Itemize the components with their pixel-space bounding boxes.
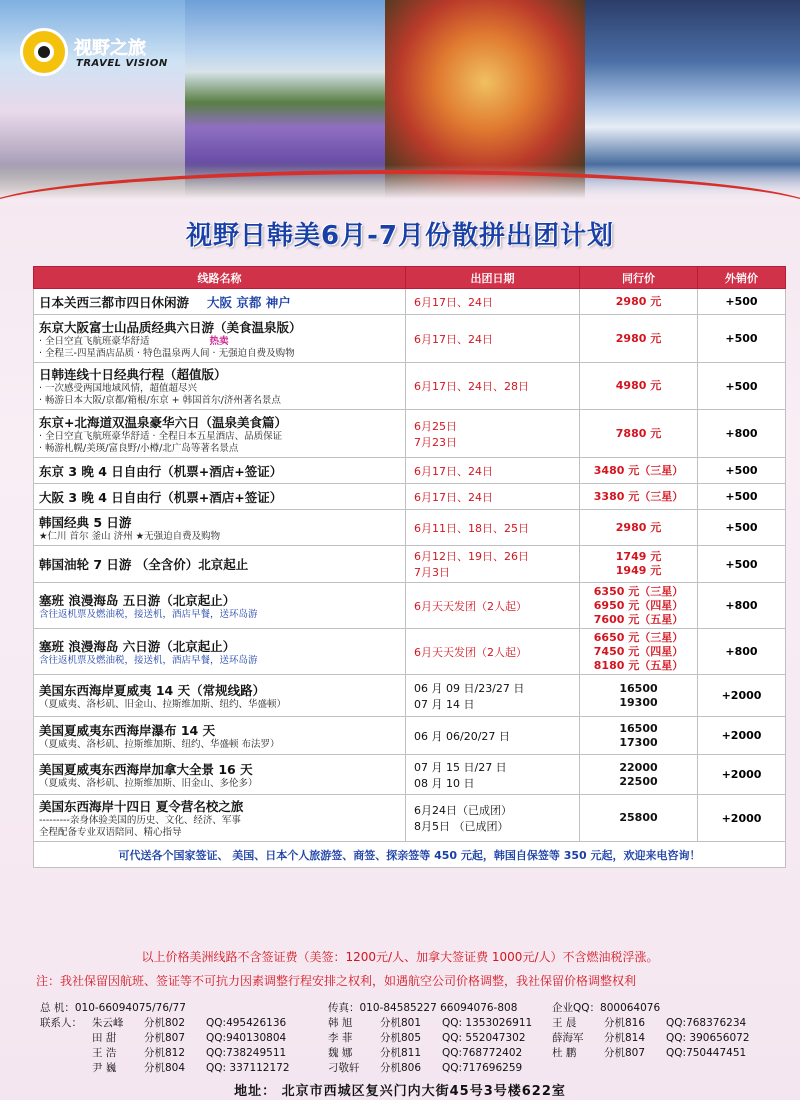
contact-name: 朱云峰 — [92, 1017, 124, 1029]
visa-note: 可代送各个国家签证、 美国、日本个人旅游签、商签、探亲签等 450 元起，韩国自保签等 350 元起，欢迎来电咨询！ — [34, 842, 786, 868]
price-text: 1949 元 — [615, 564, 662, 577]
price-text: 3380 元（三星） — [593, 489, 684, 503]
contact-name: 薛海军 — [552, 1032, 584, 1044]
date-text: 6月12日、19日、26日 — [414, 550, 529, 563]
price-note: 以上价格美洲线路不含签证费（美签：1200元/人、加拿大签证费 1000元/人）不含燃油税浮涨。 — [141, 950, 659, 964]
contact-name: 杜 鹏 — [552, 1047, 577, 1059]
table-row — [34, 717, 786, 755]
table-row — [34, 289, 786, 315]
header-peer-price: 同行价 — [580, 267, 698, 289]
price-text: 2980 元 — [615, 294, 662, 308]
table-row — [34, 675, 786, 717]
contact-ext: 分机806 — [380, 1062, 422, 1074]
date-text: 6月天天发团（2人起） — [414, 645, 527, 659]
address: 地址： 北京市西城区复兴门内大街45号3号楼622室 — [234, 1084, 566, 1099]
price-text: 7600 元（五星） — [593, 612, 684, 626]
price-text: 6950 元（四星） — [593, 598, 684, 612]
route-name: 韩国经典 5 日游 — [39, 514, 132, 530]
date-text: 6月17日、24日 — [414, 464, 493, 478]
date-cell — [406, 363, 580, 410]
retail-extra-cell: +500 — [698, 289, 786, 315]
route-detail: · 全日空直飞航班豪华舒适 · 全程日本五星酒店、品质保证 — [39, 430, 283, 442]
route-cell — [34, 363, 406, 410]
date-cell — [406, 289, 580, 315]
price-text: 6650 元（三星） — [593, 630, 684, 644]
route-detail: · 畅游日本大阪/京都/箱根/东京 + 韩国首尔/济州著名景点 — [39, 395, 281, 406]
routes-table — [33, 266, 786, 868]
price-text: 17300 — [619, 735, 658, 749]
contact-qq: QQ:750447451 — [666, 1047, 747, 1059]
route-cell — [34, 755, 406, 795]
table-row — [34, 546, 786, 583]
date-cell — [406, 755, 580, 795]
date-cell — [406, 795, 580, 842]
peer-price-cell — [580, 458, 698, 484]
price-text: 2980 元 — [615, 520, 662, 534]
contact-ext: 分机812 — [144, 1047, 186, 1059]
contact-name: 李 菲 — [328, 1032, 353, 1044]
contact-person — [328, 1045, 522, 1059]
date-cell — [406, 546, 580, 583]
price-text: 3480 元（三星） — [593, 463, 684, 477]
retail-extra-cell: +500 — [698, 458, 786, 484]
table-row — [34, 583, 786, 629]
table-header-row — [34, 267, 786, 289]
date-text: 8月5日 （已成团） — [414, 820, 509, 833]
contact-name: 田 甜 — [92, 1032, 117, 1044]
route-name: 美国东西海岸十四日 夏令营名校之旅 — [39, 799, 244, 814]
date-cell — [406, 675, 580, 717]
route-cell — [34, 458, 406, 484]
price-text: 7450 元（四星） — [593, 644, 684, 658]
price-text: 19300 — [619, 695, 658, 709]
route-detail: · 全日空直飞航班豪华舒适 热卖 — [39, 335, 229, 347]
price-text: 16500 — [619, 681, 658, 695]
company-qq: 800064076 — [600, 1002, 661, 1014]
header-date: 出团日期 — [406, 267, 580, 289]
route-detail: · 畅游札幌/美瑛/富良野/小樽/北广岛等著名景点 — [39, 442, 239, 454]
table-row — [34, 755, 786, 795]
route-detail: ★仁川 首尔 釜山 济州 ★无强迫自费及购物 — [39, 530, 221, 542]
logo-eye-icon — [20, 28, 68, 76]
price-text: 25800 — [619, 811, 658, 824]
retail-extra-cell: +800 — [698, 629, 786, 675]
retail-extra-cell: +500 — [698, 484, 786, 510]
table-row — [34, 510, 786, 546]
date-text: 7月23日 — [414, 435, 457, 449]
retail-extra-cell: +500 — [698, 363, 786, 410]
price-text: 22000 — [619, 760, 658, 774]
price-text: 4980 元 — [615, 379, 662, 392]
peer-price-cell — [580, 583, 698, 629]
route-name: 韩国油轮 7 日游 （全含价）北京起止 — [39, 557, 249, 572]
retail-extra-cell: +500 — [698, 315, 786, 363]
route-detail: （夏威夷、洛杉矶、旧金山、拉斯维加斯、纽约、华盛顿） — [39, 698, 287, 710]
route-name: 东京 3 晚 4 日自由行（机票+酒店+签证） — [39, 463, 283, 479]
contact-qq: QQ:768376234 — [666, 1017, 747, 1029]
peer-price-cell — [580, 289, 698, 315]
retail-extra-cell: +2000 — [698, 755, 786, 795]
route-detail: 全程配备专业双语陪同、精心指导 — [39, 827, 182, 838]
contact-ext: 分机811 — [380, 1047, 422, 1059]
route-cell — [34, 675, 406, 717]
route-name: 塞班 浪漫海岛 六日游（北京起止） — [39, 638, 236, 654]
peer-price-cell — [580, 629, 698, 675]
contact-name: 尹 巍 — [92, 1062, 117, 1074]
page-title: 视野日韩美6月-7月份散拼出团计划 — [186, 221, 614, 251]
price-text: 16500 — [619, 721, 658, 735]
contact-qq: QQ: 1353026911 — [442, 1017, 533, 1029]
retail-extra-cell: +500 — [698, 546, 786, 583]
price-text: 1749 元 — [615, 550, 662, 563]
peer-price-cell — [580, 675, 698, 717]
contact-name: 王 浩 — [92, 1047, 117, 1059]
route-cell — [34, 315, 406, 363]
contact-name: 王 晨 — [552, 1017, 577, 1029]
route-detail: 含往返机票及燃油税，接送机，酒店早餐，送环岛游 — [39, 654, 258, 666]
date-cell — [406, 583, 580, 629]
contact-name: 刁敬轩 — [328, 1062, 360, 1074]
logo-cn-text: 视野之旅 — [74, 38, 146, 59]
rights-note: 注：我社保留因航班、签证等不可抗力因素调整行程安排之权利，如遇航空公司价格调整，我社保留价格调整权利 — [36, 974, 637, 988]
contact-qq: QQ:768772402 — [442, 1047, 523, 1059]
contact-person — [92, 1045, 286, 1059]
date-text: 6月17日、24日、28日 — [414, 380, 529, 393]
contact-qq: QQ:940130804 — [206, 1032, 287, 1044]
retail-extra-cell: +500 — [698, 510, 786, 546]
people-label: 联系人： — [40, 1017, 82, 1029]
route-name: 大阪 3 晚 4 日自由行（机票+酒店+签证） — [39, 489, 283, 505]
route-cell — [34, 795, 406, 842]
contact-qq: QQ:495426136 — [206, 1017, 287, 1029]
contact-person — [552, 1030, 750, 1044]
date-cell — [406, 629, 580, 675]
price-text: 6350 元（三星） — [593, 584, 684, 598]
date-text: 7月3日 — [414, 566, 450, 579]
price-text: 8180 元（五星） — [593, 658, 684, 672]
contact-ext: 分机805 — [380, 1032, 422, 1044]
route-name: 美国夏威夷东西海岸加拿大全景 16 天 — [39, 761, 253, 777]
table-row — [34, 410, 786, 458]
contact-qq: QQ: 552047302 — [442, 1032, 526, 1044]
route-cell — [34, 510, 406, 546]
fax-line: 传真：010-84585227 66094076-808 — [328, 1002, 518, 1014]
route-name: 美国夏威夷东西海岸瀑布 14 天 — [39, 722, 216, 738]
contact-ext: 分机801 — [380, 1017, 422, 1029]
route-name: 美国东西海岸夏威夷 14 天（常规线路） — [39, 682, 266, 698]
peer-price-cell — [580, 315, 698, 363]
route-name: 东京大阪富士山品质经典六日游（美食温泉版） — [39, 319, 302, 335]
date-text: 6月天天发团（2人起） — [414, 599, 527, 613]
peer-price-cell — [580, 484, 698, 510]
contact-person — [92, 1015, 286, 1029]
contact-ext: 分机816 — [604, 1017, 646, 1029]
company-qq-line: 企业QQ：800064076 — [552, 1002, 661, 1014]
contact-name: 魏 娜 — [328, 1047, 353, 1059]
retail-extra-cell: +800 — [698, 583, 786, 629]
contact-ext: 分机807 — [144, 1032, 186, 1044]
price-text: 7880 元 — [615, 426, 662, 440]
logo — [20, 28, 190, 76]
route-cities: 大阪 京都 神户 — [207, 294, 291, 310]
contact-ext: 分机814 — [604, 1032, 646, 1044]
date-text: 6月25日 — [414, 419, 457, 433]
retail-extra-cell: +2000 — [698, 675, 786, 717]
peer-price-cell — [580, 510, 698, 546]
route-detail: （夏威夷、洛杉矶、拉斯维加斯、旧金山、多伦多） — [39, 777, 258, 789]
route-cell — [34, 289, 406, 315]
date-text: 6月11日、18日、25日 — [414, 521, 529, 535]
date-text: 6月17日、24日 — [414, 490, 493, 504]
date-text: 6月17日、24日 — [414, 332, 493, 346]
contact-qq: QQ:717696259 — [442, 1062, 523, 1074]
date-text: 6月24日（已成团） — [414, 804, 512, 817]
contact-qq: QQ: 390656072 — [666, 1032, 750, 1044]
route-cell — [34, 583, 406, 629]
route-cell — [34, 410, 406, 458]
route-cell — [34, 484, 406, 510]
route-name: 日韩连线十日经典行程（超值版） — [39, 367, 227, 382]
table-row — [34, 363, 786, 410]
contact-ext: 分机807 — [604, 1047, 646, 1059]
logo-en-text: TRAVEL VISION — [76, 58, 168, 69]
date-cell — [406, 410, 580, 458]
retail-extra-cell: +2000 — [698, 717, 786, 755]
date-text: 07 月 15 日/27 日 — [414, 760, 507, 774]
table-row — [34, 484, 786, 510]
table-row — [34, 629, 786, 675]
contact-qq: QQ:738249511 — [206, 1047, 287, 1059]
contact-person — [552, 1015, 746, 1029]
route-cell — [34, 629, 406, 675]
price-text: 2980 元 — [615, 331, 662, 345]
date-cell — [406, 484, 580, 510]
contact-name: 韩 旭 — [328, 1017, 353, 1029]
retail-extra-cell: +2000 — [698, 795, 786, 842]
main-phone: 010-66094075/76/77 — [74, 1002, 186, 1014]
peer-price-cell — [580, 717, 698, 755]
price-text: 22500 — [619, 774, 658, 788]
table-row — [34, 315, 786, 363]
date-text: 08 月 10 日 — [414, 776, 475, 790]
contact-person — [328, 1030, 526, 1044]
contact-person — [328, 1060, 522, 1074]
route-name: 塞班 浪漫海岛 五日游（北京起止） — [39, 592, 236, 608]
header-route: 线路名称 — [34, 267, 406, 289]
peer-price-cell — [580, 363, 698, 410]
route-detail: 含往返机票及燃油税，接送机，酒店早餐，送环岛游 — [39, 608, 258, 620]
peer-price-cell — [580, 755, 698, 795]
date-cell — [406, 717, 580, 755]
date-cell — [406, 315, 580, 363]
contact-ext: 分机804 — [144, 1062, 186, 1074]
route-cell — [34, 546, 406, 583]
header-retail-price: 外销价 — [698, 267, 786, 289]
contact-qq: QQ: 337112172 — [206, 1062, 290, 1074]
date-text: 06 月 06/20/27 日 — [414, 729, 510, 743]
table-row — [34, 795, 786, 842]
contact-person — [92, 1060, 290, 1074]
contacts-block — [40, 1000, 800, 1078]
peer-price-cell — [580, 546, 698, 583]
date-text: 6月17日、24日 — [414, 295, 493, 309]
route-detail: ---------亲身体验美国的历史、文化、经济、军事 — [39, 815, 241, 826]
contact-ext: 分机802 — [144, 1017, 186, 1029]
contact-person — [92, 1030, 286, 1044]
fax-number: 010-84585227 66094076-808 — [359, 1002, 518, 1014]
contact-person — [552, 1045, 746, 1059]
route-name: 东京+北海道双温泉豪华六日（温泉美食篇） — [39, 414, 287, 430]
peer-price-cell — [580, 795, 698, 842]
contact-person — [328, 1015, 532, 1029]
date-cell — [406, 458, 580, 484]
route-name: 日本关西三都市四日休闲游 大阪 京都 神户 — [39, 294, 291, 310]
route-detail: · 一次感受两国地域风情，超值超尽兴 — [39, 383, 198, 394]
date-text: 07 月 14 日 — [414, 697, 475, 711]
main-phone-line: 总 机：010-66094075/76/77 — [40, 1002, 186, 1014]
hot-badge: 热卖 — [209, 335, 229, 347]
retail-extra-cell: +800 — [698, 410, 786, 458]
route-cell — [34, 717, 406, 755]
table-row — [34, 458, 786, 484]
photo-banner — [0, 0, 800, 205]
route-detail: （夏威夷、洛杉矶、拉斯维加斯、纽约、华盛顿 布法罗） — [39, 738, 280, 750]
peer-price-cell — [580, 410, 698, 458]
date-cell — [406, 510, 580, 546]
visa-note-row — [34, 842, 786, 868]
route-detail: · 全程三-四星酒店品质 · 特色温泉两人间 · 无强迫自费及购物 — [39, 347, 295, 359]
date-text: 06 月 09 日/23/27 日 — [414, 681, 525, 695]
